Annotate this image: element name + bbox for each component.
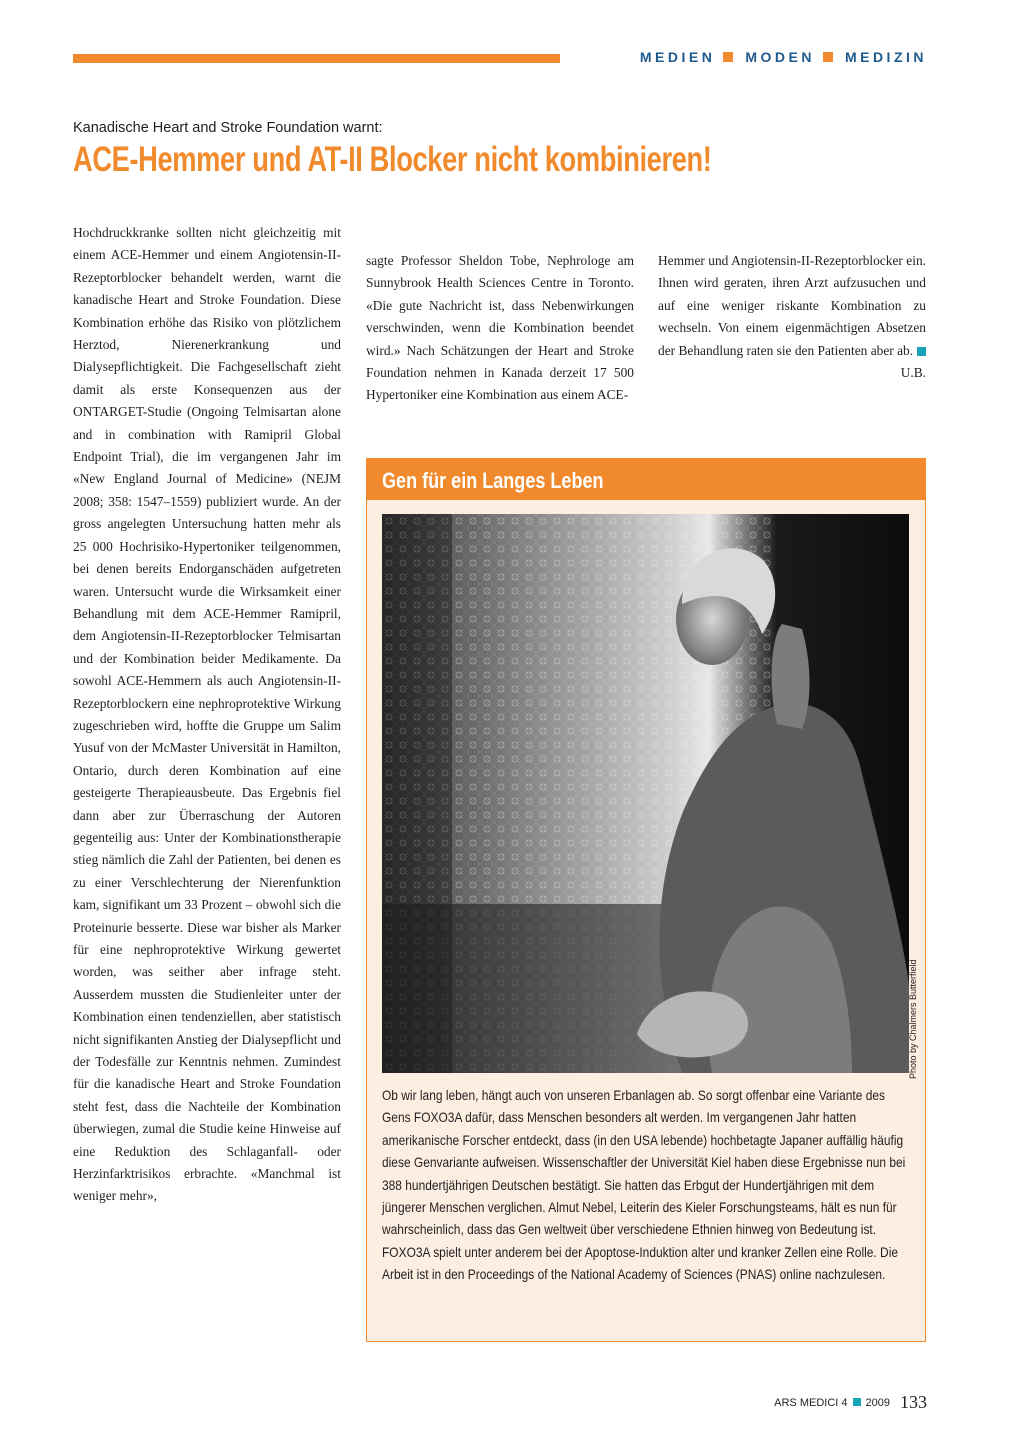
separator-square-icon (823, 52, 833, 62)
article-headline: ACE-Hemmer und AT-II Blocker nicht kombinieren! (73, 140, 712, 179)
sidebar-title-bar (367, 459, 925, 500)
sidebar-title: Gen für ein Langes Leben (382, 468, 604, 493)
article-text-col3: Hemmer und Angiotensin-II-Rezeptorblocker ein. Ihnen wird geraten, ihren Arzt aufzusuchen und auf eine weniger riskante Kombination zu wechseln. Von einem eigenmächtigen Absetzen der Behandlung raten sie den Patienten aber ab. (658, 253, 926, 358)
section-label-moden: MODEN (745, 49, 815, 65)
end-mark-square-icon (917, 347, 926, 356)
sidebar-text (382, 1085, 910, 1287)
sidebar-box (366, 458, 926, 1342)
top-accent-bar (73, 54, 560, 63)
journal-name: ARS MEDICI 4 (774, 1397, 848, 1409)
article-column-2 (366, 250, 634, 407)
page-footer (774, 1392, 927, 1413)
sidebar-body: Ob wir lang leben, hängt auch von unseren Erbanlagen ab. So sorgt offenbar eine Variante des Gens FOXO3A dafür, dass Menschen besonders alt werden. Im vergangenen Jahr hatten amerikanische Forscher entdeckt, dass (in den USA lebende) hochbetagte Japaner auffällig häufig diese Genvariante aufweisen. Wissenschaftler der Universität Kiel haben diese Ergebnisse nun bei 388 hundertjährigen Deutschen bestätigt. Sie hatten das Erbgut der Hundertjährigen mit dem jüngerer Menschen verglichen. Almut Nebel, Leiterin des Kieler Forschungsteams, hält es nun für wahrscheinlich, dass das Gen weltweit über verschiedene Ethnien hinweg von Bedeutung ist. FOXO3A spielt unter anderem bei der Apoptose-Induktion alter und kranker Zellen eine Rolle. Die Arbeit ist in den Proceedings of the National Academy of Sciences (PNAS) online nachzulesen. (382, 1088, 906, 1283)
section-label-medien: MEDIEN (639, 49, 716, 65)
footer-square-icon (853, 1398, 861, 1406)
section-header (640, 49, 927, 65)
article-column-3 (658, 250, 926, 384)
article-text-col1: Hochdruckkranke sollten nicht gleichzeitig mit einem ACE-Hemmer und einem Angiotensin-II-Rezeptorblocker behandelt werden, warnt die kanadische Heart and Stroke Foundation. Diese Kombination erhöhe das Risiko von plötzlichem Herztod, Nierenerkrankung und Dialysepflichtigkeit. Die Fachgesellschaft zieht damit als erste Konsequenzen aus der ONTARGET-Studie (Ongoing Telmisartan alone and in combination with Ramipril Global Endpoint Trial), die im vergangenen Jahr im «New England Journal of Medicine» (NEJM 2008; 358: 1547–1559) publiziert wurde. An der gross angelegten Untersuchung hatten mehr als 25 000 Hochrisiko-Hypertoniker teilgenommen, bei denen bereits Endorganschäden aufgetreten waren. Untersucht wurde die Wirksamkeit einer Behandlung mit dem ACE-Hemmer Ramipril, dem Angiotensin-II-Rezeptorblocker Telmisartan und der Kombination beider Medikamente. Da sowohl ACE-Hemmern als auch Angiotensin-II-Rezeptorblockern eine nephroprotektive Wirkung zugeschrieben wird, hoffte die Gruppe um Salim Yusuf von der McMaster Universität in Hamilton, Ontario, durch deren Kombination auf eine gesteigerte Therapieausbeute. Das Ergebnis fiel dann aber zur Überraschung der Autoren gegenteilig aus: Unter der Kombinationstherapie stieg nämlich die Zahl der Patienten, bei denen es zu einer Verschlechterung der Nierenfunktion kam, signifikant um 33 Prozent – obwohl sich die Proteinurie besserte. Diese war bisher als Marker für eine nephroprotektive Wirkung gewertet worden, was seither aber infrage steht. Ausserdem mussten die Studienleiter unter der Kombination einen tendenziellen, aber statistisch nicht signifikanten Anstieg der Dialysepflicht und der Todesfälle zur Kenntnis nehmen. Zumindest für die kanadische Heart and Stroke Foundation steht fest, dass die Nachteile der Kombination überwiegen, zumal die Studie keine Hinweise auf eine Reduktion des Schlaganfall- oder Herzinfarktrisikos erbrachte. «Manchmal ist weniger mehr», (73, 225, 341, 1204)
article-column-1 (73, 222, 341, 1208)
section-label-medizin: MEDIZIN (844, 49, 927, 65)
separator-square-icon (723, 52, 733, 62)
page-number: 133 (900, 1392, 927, 1412)
article-text-col2: sagte Professor Sheldon Tobe, Nephrologe am Sunnybrook Health Sciences Centre in Toronto. «Die gute Nachricht ist, dass Nebenwirkungen verschwinden, wenn die Kombination beendet wird.» Nach Schätzungen der Heart and Stroke Foundation nehmen in Kanada derzeit 17 500 Hypertoniker eine Kombination aus einem ACE- (366, 253, 634, 403)
author-signature: U.B. (900, 365, 926, 381)
photo-credit: Photo by Chalmers Butterfield (908, 959, 918, 1079)
photo-illustration (382, 514, 909, 1073)
elderly-woman-photo (382, 514, 909, 1073)
journal-year: 2009 (865, 1397, 890, 1409)
article-kicker: Kanadische Heart and Stroke Foundation warnt: (73, 120, 383, 136)
